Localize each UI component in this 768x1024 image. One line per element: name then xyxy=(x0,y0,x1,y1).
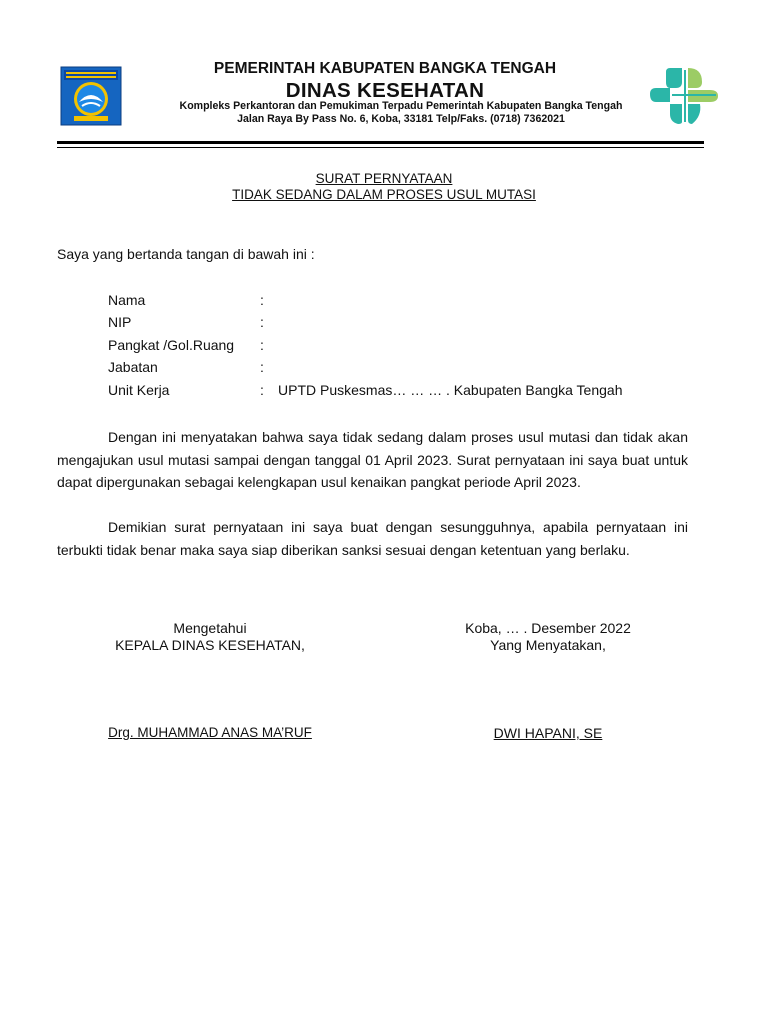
field-value-unit-kerja: UPTD Puskesmas… … … . Kabupaten Bangka Tengah xyxy=(278,382,623,398)
field-label-nama: Nama xyxy=(108,292,146,308)
field-colon: : xyxy=(260,337,264,353)
regency-emblem xyxy=(60,66,122,126)
field-label-pangkat: Pangkat /Gol.Ruang xyxy=(108,337,235,353)
field-label-nip: NIP xyxy=(108,314,132,330)
head-of-department-label: KEPALA DINAS KESEHATAN, xyxy=(115,637,305,653)
address-line-1: Kompleks Perkantoran dan Pemukiman Terpadu Pemerintah Kabupaten Bangka Tengah xyxy=(179,100,623,112)
document-subtitle: TIDAK SEDANG DALAM PROSES USUL MUTASI xyxy=(232,187,536,202)
acknowledge-label: Mengetahui xyxy=(173,620,247,636)
field-label-jabatan: Jabatan xyxy=(108,359,158,375)
field-colon: : xyxy=(260,292,264,308)
government-name: PEMERINTAH KABUPATEN BANGKA TENGAH xyxy=(213,60,557,77)
field-colon: : xyxy=(260,382,264,398)
closing-paragraph: Demikian surat pernyataan ini saya buat dengan sesungguhnya, apabila pernyataan ini terbukti tidak benar maka saya siap diberikan sanksi sesuai dengan ketentuan yang berlaku. xyxy=(57,519,688,558)
field-label-unit-kerja: Unit Kerja xyxy=(108,382,170,398)
declarant-label: Yang Menyatakan, xyxy=(490,637,606,653)
field-colon: : xyxy=(260,314,264,330)
department-name: DINAS KESEHATAN xyxy=(285,79,485,102)
header-rule-thick xyxy=(57,141,704,144)
field-colon: : xyxy=(260,359,264,375)
place-date: Koba, … . Desember 2022 xyxy=(465,620,631,636)
declarant-name: DWI HAPANI, SE xyxy=(493,725,603,741)
statement-paragraph: Dengan ini menyatakan bahwa saya tidak sedang dalam proses usul mutasi dan tidak akan mengajukan usul mutasi sampai dengan tanggal 01 April 2023. Surat pernyataan ini saya buat untuk dapat dipergunakan sebagai kelengkapan usul kenaikan pangkat periode April 2023. xyxy=(57,429,688,491)
document-title: SURAT PERNYATAAN xyxy=(315,171,453,186)
intro-text: Saya yang bertanda tangan di bawah ini : xyxy=(57,246,315,262)
head-of-department-name: Drg. MUHAMMAD ANAS MA’RUF xyxy=(108,725,312,740)
header-rule-thin xyxy=(57,147,704,148)
address-line-2: Jalan Raya By Pass No. 6, Koba, 33181 Telp/Faks. (0718) 7362021 xyxy=(237,113,565,125)
